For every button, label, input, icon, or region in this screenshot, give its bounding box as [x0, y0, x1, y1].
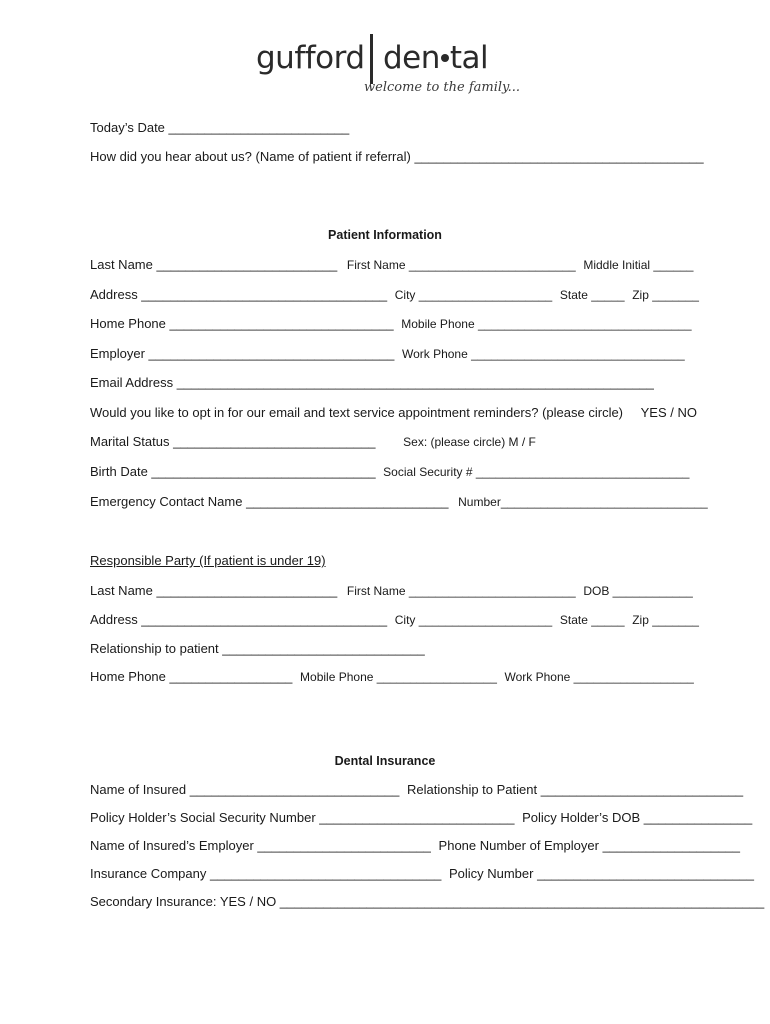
responsible-mobile-phone-field[interactable]: Mobile Phone __________________ — [300, 670, 497, 684]
logo-tagline: welcome to the family... — [364, 80, 521, 95]
referral-field[interactable]: How did you hear about us? (Name of patient if referral) ________________________________________ — [90, 149, 704, 164]
birth-date-field[interactable]: Birth Date _______________________________ — [90, 464, 376, 479]
responsible-address-row — [90, 612, 699, 627]
reminder-opt-in-question: Would you like to opt in for our email and text service appointment reminders? (please circle) — [90, 405, 624, 420]
marital-status-field[interactable]: Marital Status ____________________________ — [90, 434, 376, 449]
reminder-opt-in-choice[interactable]: YES / NO — [640, 405, 697, 420]
policy-holder-row — [90, 810, 752, 825]
patient-last-name-field[interactable]: Last Name _________________________ — [90, 257, 338, 272]
patient-middle-initial-field[interactable]: Middle Initial ______ — [583, 258, 694, 272]
responsible-first-name-field[interactable]: First Name _________________________ — [346, 584, 576, 598]
policy-holder-ssn-field[interactable]: Policy Holder’s Social Security Number ___________________________ — [90, 810, 515, 825]
responsible-home-phone-field[interactable]: Home Phone _________________ — [90, 669, 293, 684]
responsible-phone-row — [90, 669, 694, 684]
ssn-field[interactable]: Social Security # ________________________________ — [383, 465, 690, 479]
patient-zip-field[interactable]: Zip _______ — [632, 288, 699, 302]
logo-word-dental — [383, 40, 488, 76]
gufford-dental-logo — [256, 34, 526, 104]
logo-word-dental-a: den — [383, 40, 440, 76]
responsible-dob-field[interactable]: DOB ____________ — [583, 584, 693, 598]
insured-row — [90, 782, 743, 797]
patient-first-name-field[interactable]: First Name _________________________ — [346, 258, 576, 272]
responsible-name-row — [90, 583, 693, 598]
insured-employer-row — [90, 838, 740, 853]
emergency-contact-name-field[interactable]: Emergency Contact Name ____________________________ — [90, 494, 449, 509]
responsible-relationship-field[interactable]: Relationship to patient ____________________________ — [90, 641, 425, 656]
emergency-contact-row — [90, 494, 708, 509]
birth-ssn-row — [90, 464, 689, 479]
marital-sex-row — [90, 434, 536, 449]
insurance-company-field[interactable]: Insurance Company ________________________________ — [90, 866, 442, 881]
patient-information-heading: Patient Information — [328, 228, 442, 242]
patient-home-phone-field[interactable]: Home Phone _______________________________ — [90, 316, 394, 331]
insurance-company-row — [90, 866, 754, 881]
patient-mobile-phone-field[interactable]: Mobile Phone ________________________________ — [401, 317, 692, 331]
logo-word-gufford: gufford — [256, 40, 365, 76]
sex-choice[interactable]: Sex: (please circle) M / F — [403, 435, 536, 449]
secondary-insurance-field[interactable]: Secondary Insurance: YES / NO ___________________________________________________________________ — [90, 894, 765, 909]
responsible-work-phone-field[interactable]: Work Phone __________________ — [504, 670, 694, 684]
patient-address-field[interactable]: Address __________________________________ — [90, 287, 388, 302]
responsible-zip-field[interactable]: Zip _______ — [632, 613, 699, 627]
patient-employer-row — [90, 346, 685, 361]
patient-work-phone-field[interactable]: Work Phone ________________________________ — [401, 347, 685, 361]
insured-employer-field[interactable]: Name of Insured’s Employer ________________________ — [90, 838, 431, 853]
patient-address-row — [90, 287, 699, 302]
patient-city-field[interactable]: City ____________________ — [394, 288, 553, 302]
patient-state-field[interactable]: State _____ — [559, 288, 625, 302]
responsible-city-field[interactable]: City ____________________ — [394, 613, 553, 627]
responsible-party-heading: Responsible Party (If patient is under 19) — [90, 553, 326, 568]
patient-name-row — [90, 257, 693, 272]
name-of-insured-field[interactable]: Name of Insured _____________________________ — [90, 782, 400, 797]
patient-employer-field[interactable]: Employer __________________________________ — [90, 346, 395, 361]
emergency-contact-number-field[interactable]: Number_______________________________ — [458, 495, 708, 509]
logo-divider — [370, 34, 373, 84]
policy-holder-dob-field[interactable]: Policy Holder’s DOB _______________ — [522, 810, 753, 825]
responsible-last-name-field[interactable]: Last Name _________________________ — [90, 583, 338, 598]
employer-phone-field[interactable]: Phone Number of Employer ___________________ — [438, 838, 740, 853]
dental-insurance-heading: Dental Insurance — [334, 754, 436, 768]
reminder-opt-in-row — [90, 405, 697, 420]
responsible-address-field[interactable]: Address __________________________________ — [90, 612, 388, 627]
insured-relationship-field[interactable]: Relationship to Patient ____________________________ — [407, 782, 744, 797]
responsible-state-field[interactable]: State _____ — [559, 613, 625, 627]
policy-number-field[interactable]: Policy Number ______________________________ — [448, 866, 754, 881]
patient-phone-row — [90, 316, 692, 331]
logo-dot — [441, 54, 449, 62]
logo-word-dental-b: tal — [449, 40, 489, 76]
patient-email-field[interactable]: Email Address __________________________________________________________________ — [90, 375, 654, 390]
todays-date-field[interactable]: Today’s Date _________________________ — [90, 120, 350, 135]
